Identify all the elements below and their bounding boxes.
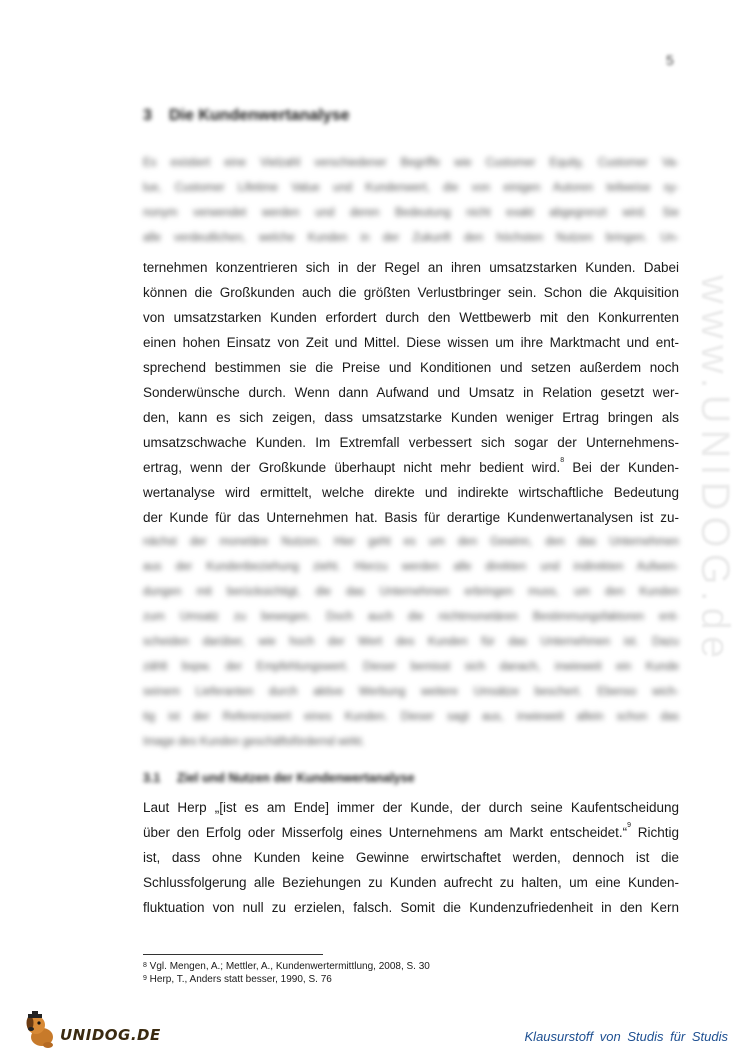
text-line: können die Großkunden auch die größten Verlustbringer sein. Schon die Akquisition — [143, 285, 679, 300]
subsection-number: 3.1 — [143, 771, 161, 785]
dog-mascot-icon — [22, 1010, 58, 1050]
text-line: dungen mit berücksichtigt, die das Unternehmen erbringen muss, um den Kunden — [143, 586, 679, 598]
text-line: nonym verwendet werden und deren Bedeutung nicht exakt abgegrenzt wird. Sie — [143, 207, 679, 219]
subsection-title: Ziel und Nutzen der Kundenwertanalyse — [177, 771, 415, 785]
text-line-with-footnote: über den Erfolg oder Misserfolg eines Unternehmens am Markt entscheidet.“$^9$ Richtig — [143, 822, 679, 840]
text-line: von umsatzstarken Kunden erfordert durch den Wettbewerb mit den Konkurrenten — [143, 310, 679, 325]
footnote-ref-9: 9 — [627, 822, 632, 829]
text-line: zählt bspw. der Empfehlungswert. Dieser bemisst sich danach, inwieweit ein Kunde — [143, 661, 679, 673]
text-line: Sonderwünsche durch. Wenn dann Aufwand und Umsatz in Relation gesetzt wer- — [143, 385, 679, 400]
text-line: Es existiert eine Vielzahl verschiedener Begriffe wie Customer Equity, Customer Va- — [143, 157, 679, 169]
text-line: Schlussfolgerung alle Beziehungen zu Kunden aufrecht zu halten, um eine Kunden- — [143, 875, 679, 890]
watermark: www.UNIDOG.de — [693, 275, 737, 665]
text-line: Laut Herp „[ist es am Ende] immer der Kunde, der durch seine Kaufentscheidung — [143, 800, 679, 815]
text-line: ternehmen konzentrieren sich in der Regel an ihren umsatzstarken Kunden. Dabei — [143, 260, 679, 275]
text-line: Image des Kunden geschäftsfördernd wirkt. — [143, 736, 365, 748]
section-heading — [143, 107, 350, 125]
footnote-divider — [143, 954, 323, 955]
text-line: alle verdeutlichen, welche Kunden in der Zukunft den höchsten Nutzen bringen. Un- — [143, 232, 679, 244]
footnote-8: $^8$ Vgl. Mengen, A.; Mettler, A., Kundenwertermittlung, 2008, S. 30 — [143, 961, 430, 972]
unidog-logo[interactable] — [22, 1010, 161, 1050]
section-title: Die Kundenwertanalyse — [169, 107, 350, 124]
text-line: tig ist der Referenzwert eines Kunden. Dieser sagt aus, inwieweit allein schon das — [143, 711, 679, 723]
page-number: 5 — [666, 52, 674, 68]
text-line: nächst der monetäre Nutzen. Hier geht es um den Gewinn, den das Unternehmen — [143, 536, 679, 548]
logo-text: UNIDOG.DE — [60, 1026, 161, 1044]
text-line: einen hohen Einsatz von Zeit und Mittel. Diese wissen um ihre Marktmacht und ent- — [143, 335, 679, 350]
text-line: seinem Lieferanten durch aktive Werbung weitere Umsätze beschert. Ebenso wich- — [143, 686, 679, 698]
tagline: Klausurstoff von Studis für Studis — [524, 1029, 728, 1044]
text-line: fluktuation von null zu erzielen, falsch. Somit die Kundenzufriedenheit in den Kern — [143, 900, 679, 915]
text-line-with-footnote: ertrag, wenn der Großkunde überhaupt nicht mehr bedient wird.$^8$ Bei der Kunden- — [143, 457, 679, 475]
text-line: sprechend bestimmen sie die Preise und Konditionen und setzen außerdem noch — [143, 360, 679, 375]
text-line: umsatzschwache Kunden. Im Extremfall verbessert sich sogar der Unternehmens- — [143, 435, 679, 450]
paragraph-2 — [143, 795, 679, 920]
section-number: 3 — [143, 107, 152, 124]
footnotes — [143, 960, 430, 986]
footnote-ref-8: 8 — [560, 457, 565, 464]
text-line: aus der Kundenbeziehung zieht. Hierzu werden alle direkten und indirekten Aufwen- — [143, 561, 679, 573]
text-line: der Kunde für das Unternehmen hat. Basis für derartige Kundenwertanalysen ist zu- — [143, 510, 679, 525]
paragraph-1-intro — [143, 151, 679, 251]
footnote-9: $^9$ Herp, T., Anders statt besser, 1990, S. 76 — [143, 974, 332, 985]
paragraph-1-body — [143, 255, 679, 530]
text-line: den, kann es sich zeigen, dass umsatzstarke Kunden weniger Ertrag bringen als — [143, 410, 679, 425]
paragraph-1-end — [143, 530, 679, 755]
subsection-heading — [143, 771, 415, 785]
text-line: ist, dass ohne Kunden keine Gewinne erwirtschaftet werden, dennoch ist die — [143, 850, 679, 865]
text-line: wertanalyse wird ermittelt, welche direkte und indirekte wirtschaftliche Bedeutung — [143, 485, 679, 500]
text-line: scheiden darüber, wie hoch der Wert des Kunden für das Unternehmen ist. Dazu — [143, 636, 679, 648]
text-line: zum Umsatz zu bewegen. Doch auch die nichtmonetären Bestimmungsfaktoren ent- — [143, 611, 679, 623]
text-line: lue, Customer Lifetime Value und Kundenwert, die von einigen Autoren teilweise sy- — [143, 182, 679, 194]
